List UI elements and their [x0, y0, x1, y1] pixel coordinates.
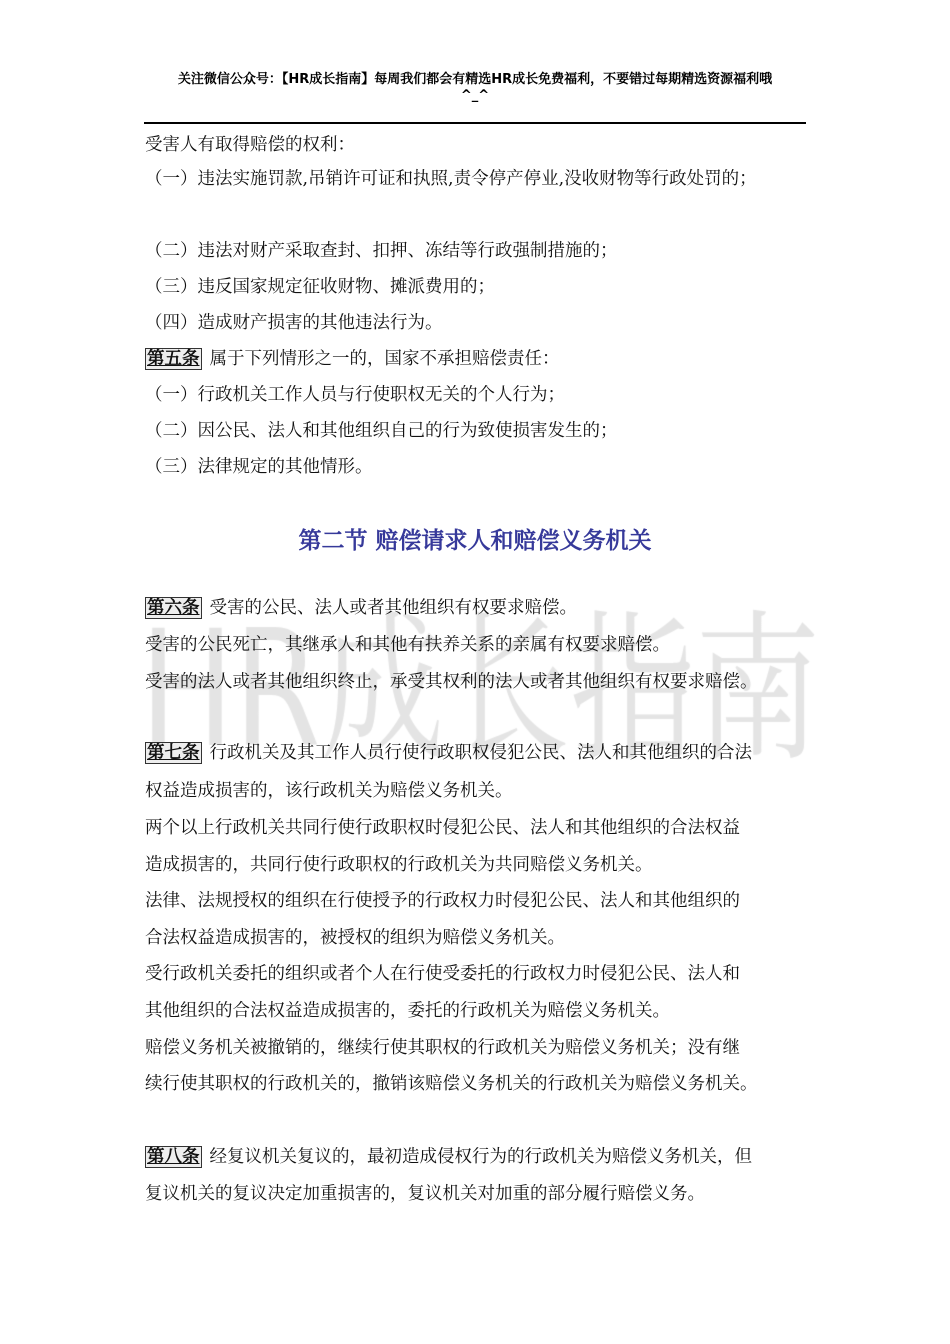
paragraph: 合法权益造成损害的，被授权的组织为赔偿义务机关。	[145, 928, 565, 948]
article-8	[145, 1145, 752, 1169]
article-text: 行政机关及其工作人员行使行政职权侵犯公民、法人和其他组织的合法	[209, 743, 752, 763]
list-item: （三）违反国家规定征收财物、摊派费用的；	[145, 277, 495, 297]
list-item: （三）法律规定的其他情形。	[145, 457, 373, 477]
paragraph: 复议机关的复议决定加重损害的，复议机关对加重的部分履行赔偿义务。	[145, 1184, 705, 1204]
paragraph: 法律、法规授权的组织在行使授予的行政权力时侵犯公民、法人和其他组织的	[145, 891, 740, 911]
paragraph: 受害的法人或者其他组织终止，承受其权利的法人或者其他组织有权要求赔偿。	[145, 672, 758, 692]
list-item: （二）违法对财产采取查封、扣押、冻结等行政强制措施的；	[145, 241, 618, 261]
header-rule	[144, 122, 806, 124]
list-item: （一）行政机关工作人员与行使职权无关的个人行为；	[145, 385, 565, 405]
paragraph: 续行使其职权的行政机关的，撤销该赔偿义务机关的行政机关为赔偿义务机关。	[145, 1074, 758, 1094]
article-text: 属于下列情形之一的，国家不承担赔偿责任：	[209, 349, 560, 369]
paragraph: 造成损害的，共同行使行政职权的行政机关为共同赔偿义务机关。	[145, 855, 653, 875]
paragraph: 受行政机关委托的组织或者个人在行使受委托的行政权力时侵犯公民、法人和	[145, 964, 740, 984]
paragraph: 受害人有取得赔偿的权利：	[145, 135, 355, 155]
article-label: 第六条	[147, 598, 200, 618]
paragraph: 受害的公民死亡，其继承人和其他有扶养关系的亲属有权要求赔偿。	[145, 635, 670, 655]
paragraph: 其他组织的合法权益造成损害的，委托的行政机关为赔偿义务机关。	[145, 1001, 670, 1021]
article-label: 第八条	[147, 1147, 200, 1167]
paragraph: 两个以上行政机关共同行使行政职权时侵犯公民、法人和其他组织的合法权益	[145, 818, 740, 838]
header-emoticon: ^_^	[460, 88, 490, 103]
section-title: 第二节 赔偿请求人和赔偿义务机关	[298, 527, 652, 554]
article-label: 第七条	[147, 743, 200, 763]
article-label: 第五条	[147, 349, 200, 369]
article-5	[145, 347, 560, 371]
article-text: 受害的公民、法人或者其他组织有权要求赔偿。	[209, 598, 577, 618]
list-item: （四）造成财产损害的其他违法行为。	[145, 313, 443, 333]
list-item: （二）因公民、法人和其他组织自己的行为致使损害发生的；	[145, 421, 618, 441]
article-6	[145, 596, 577, 620]
paragraph: 权益造成损害的，该行政机关为赔偿义务机关。	[145, 781, 513, 801]
list-item: （一）违法实施罚款,吊销许可证和执照,责令停产停业,没收财物等行政处罚的；	[145, 169, 757, 189]
paragraph: 赔偿义务机关被撤销的，继续行使其职权的行政机关为赔偿义务机关；没有继	[145, 1038, 740, 1058]
header-line: 关注微信公众号：【HR成长指南】每周我们都会有精选HR成长免费福利，不要错过每期精选资源福利哦	[177, 72, 773, 87]
article-7	[145, 741, 752, 765]
article-text: 经复议机关复议的，最初造成侵权行为的行政机关为赔偿义务机关，但	[209, 1147, 752, 1167]
